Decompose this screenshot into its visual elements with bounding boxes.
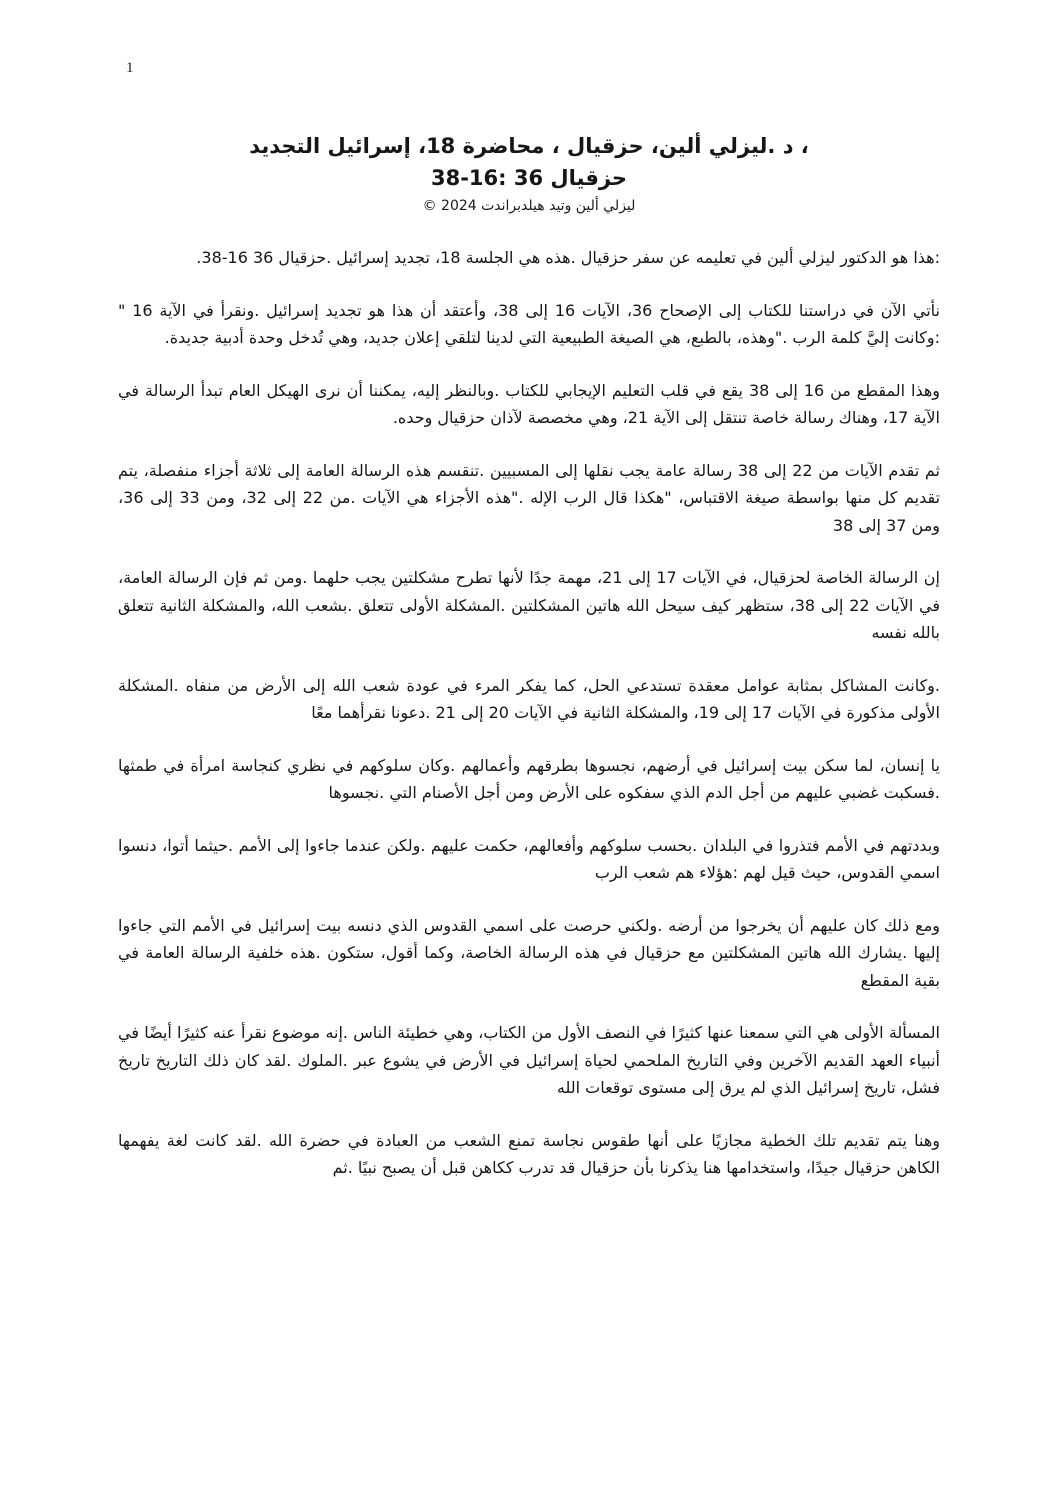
copyright-line: ليزلي ألين وتيد هيلدبراندت 2024 © [422,197,636,214]
paragraph: .وكانت المشاكل بمثابة عوامل معقدة تستدعي الحل، كما يفكر المرء في عودة شعب الله إلى الأرض من منفاه .المشكلة الأولى مذكورة في الآيات 17 إلى 19، والمشكلة الثانية في الآيات 20 إلى 21 .دعونا نقرأهما معًا [118,675,940,723]
paragraph: يا إنسان، لما سكن بيت إسرائيل في أرضهم، نجسوها بطرقهم وأعمالهم .وكان سلوكهم في نظري كنجاسة امرأة في طمثها .فسكبت غضبي عليهم من أجل الدم الذي سفكوه على الأرض ومن أجل الأصنام التي .نجسوها [118,755,940,803]
document-subtitle: حزقيال 36 :16-38 [430,165,628,190]
paragraph: وهنا يتم تقديم تلك الخطية مجازيًا على أنها طقوس نجاسة تمنع الشعب من العبادة في حضرة الله .لقد كانت لغة يفهمها الكاهن حزقيال جيدًا، واستخدامها هنا يذكرنا بأن حزقيال قد تدرب ككاهن قبل أن يصبح نبيًا .ثم [118,1130,940,1178]
paragraph: إن الرسالة الخاصة لحزقيال، في الآيات 17 إلى 21، مهمة جدًا لأنها تطرح مشكلتين يجب حلهما .ومن ثم فإن الرسالة العامة، في الآيات 22 إلى 38، ستظهر كيف سيحل الله هاتين المشكلتين .المشكلة الأولى تتعلق .بشعب الله، والمشكلة الثانية تتعلق بالله نفسه [118,568,941,643]
document-header [118,130,940,214]
paragraph: نأتي الآن في دراستنا للكتاب إلى الإصحاح 36، الآيات 16 إلى 38، وأعتقد أن هذا هو تجديد إسرائيل .ونقرأ في الآية 16 " :وكانت إليَّ كلمة الرب ."وهذه، بالطبع، هي الصيغة الطبيعية التي لدينا لتلقي إعلان جديد، وهي تُدخل وحدة أدبية جديدة. [118,300,941,348]
document-title: ، د .ليزلي ألين، حزقيال ، محاضرة 18، إسرائيل التجديد [249,134,809,158]
paragraph: ثم تقدم الآيات من 22 إلى 38 رسالة عامة يجب نقلها إلى المسبيين .تنقسم هذه الرسالة العامة إلى ثلاثة أجزاء منفصلة، يتم تقديم كل منها بواسطة صيغة الاقتباس، "هكذا قال الرب الإله ."هذه الأجزاء هي الآيات .من 22 إلى 32، ومن 33 إلى 36، ومن 37 إلى 38 [118,460,941,535]
paragraph: :هذا هو الدكتور ليزلي ألين في تعليمه عن سفر حزقيال .هذه هي الجلسة 18، تجديد إسرائيل .حزقيال 36 16-38. [196,247,940,267]
paragraph: وبددتهم في الأمم فتذروا في البلدان .بحسب سلوكهم وأفعالهم، حكمت عليهم .ولكن عندما جاءوا إلى الأمم .حيثما أتوا، دنسوا اسمي القدوس، حيث قيل لهم :هؤلاء هم شعب الرب [118,835,940,883]
document-body [118,244,940,1182]
paragraph: وهذا المقطع من 16 إلى 38 يقع في قلب التعليم الإيجابي للكتاب .وبالنظر إليه، يمكننا أن نرى الهيكل العام تبدأ الرسالة في الآية 17، وهناك رسالة خاصة تنتقل إلى الآية 21، وهي مخصصة لآذان حزقيال وحده. [118,380,941,428]
page-number: 1 [126,60,134,76]
paragraph: المسألة الأولى هي التي سمعنا عنها كثيرًا في النصف الأول من الكتاب، وهي خطيئة الناس .إنه موضوع نقرأ عنه كثيرًا أيضًا في أنبياء العهد القديم الآخرين وفي التاريخ الملحمي لحياة إسرائيل في الأرض في يشوع عبر .الملوك .لقد كان ذلك التاريخ تاريخ فشل، تاريخ إسرائيل الذي لم يرق إلى مستوى توقعات الله [118,1023,940,1098]
paragraph: ومع ذلك كان عليهم أن يخرجوا من أرضه .ولكني حرصت على اسمي القدوس الذي دنسه بيت إسرائيل في الأمم التي جاءوا إليها .يشارك الله هاتين المشكلتين مع حزقيال في هذه الرسالة الخاصة، وكما أقول، ستكون .هذه خلفية الرسالة العامة في بقية المقطع [118,915,940,990]
